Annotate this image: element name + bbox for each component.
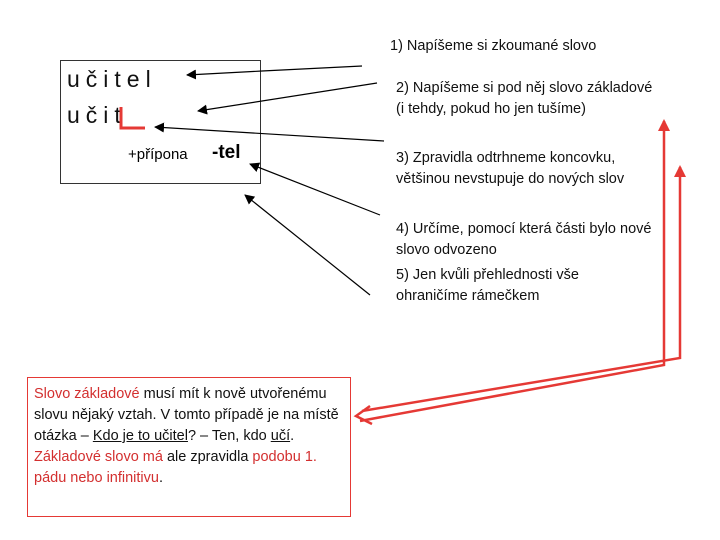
red-arrow-inner (360, 121, 664, 421)
note-text-1: musí mít k nově utvořenému slovu nějaký vztah. V tomto případě je na místě otázka – (34, 386, 339, 444)
note-text-4: ale zpravidla (162, 449, 253, 465)
arrow-step-5 (245, 195, 370, 295)
note-text-5: . (158, 470, 163, 486)
note-emphasis-2: podobu 1. pádu nebo infinitivu (34, 449, 317, 486)
note-text-3: . (290, 428, 295, 444)
step-3: 3) Zpravidla odtrhneme koncovku, většinou nevstupuje do nových slov (396, 150, 625, 187)
arrow-step-1 (187, 66, 362, 75)
suffix-label: +přípona (128, 146, 188, 163)
arrow-step-3 (155, 127, 384, 141)
note-emphasis-1: Základové slovo má (34, 449, 163, 465)
note-base-word: Slovo základové (34, 386, 140, 402)
red-arrow-outer (362, 167, 680, 411)
arrow-step-2 (198, 83, 377, 111)
step-1: 1) Napíšeme si zkoumané slovo (390, 38, 597, 54)
step-2: 2) Napíšeme si pod něj slovo základové (i tehdy, pokud ho jen tušíme) (396, 80, 653, 117)
note-text-2: ? – Ten, kdo (187, 428, 271, 444)
ending-cut-mark (121, 107, 145, 128)
word-full: učitel (67, 66, 157, 92)
word-base: učit (67, 102, 127, 128)
step-4: 4) Určíme, pomocí která části bylo nové slovo odvozeno (396, 221, 652, 258)
suffix-value: -tel (212, 142, 241, 163)
note-question: Kdo je to učitel (92, 428, 188, 444)
step-5: 5) Jen kvůli přehlednosti vše ohraničíme rámečkem (396, 267, 579, 304)
note-answer-verb: učí (270, 428, 291, 444)
arrow-step-4 (250, 164, 380, 215)
